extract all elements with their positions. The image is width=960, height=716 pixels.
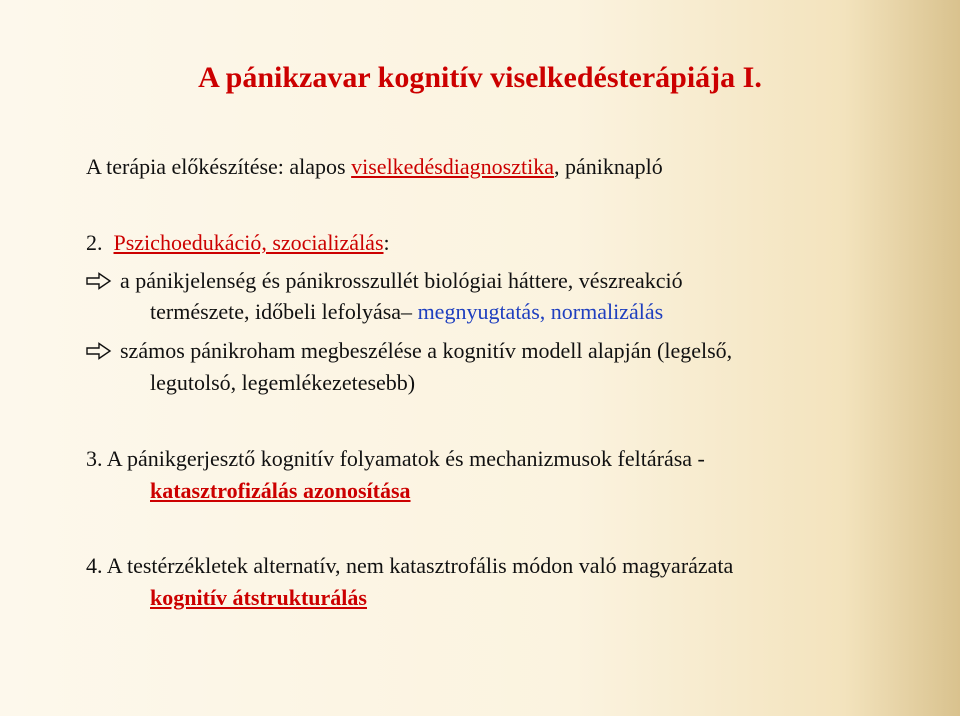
bullet-1-line2 [150,297,663,327]
catastrophizing-link[interactable]: katasztrofizálás azonosítása [150,478,411,503]
bullet-1-line1 [86,266,683,296]
prep-suffix: , pániknapló [553,154,663,179]
item2-heading [86,228,390,258]
hollow-arrow-icon [86,272,112,290]
hollow-arrow-icon [86,342,112,360]
bullet-2-line1 [86,336,732,366]
bullet-1-highlight: megnyugtatás, normalizálás [417,299,664,324]
prep-prefix: A terápia előkészítése: alapos [86,154,352,179]
bullet-2-text1: számos pánikroham megbeszélése a kognitív modell alapján (legelső, [120,338,733,363]
item4-link-line [150,583,367,613]
psychoeducation-link[interactable]: Pszichoedukáció, szocializálás [113,230,384,255]
prep-line [86,152,663,182]
bullet-2-line2: legutolsó, legemlékezetesebb) [150,370,416,395]
item2-number: 2. [86,230,103,255]
bullet-1-text2: természete, időbeli lefolyása– [150,299,418,324]
restructuring-link[interactable]: kognitív átstrukturálás [150,585,367,610]
item3-link-line [150,476,411,506]
item4-line1: 4. A testérzékletek alternatív, nem katasztrofális módon való magyarázata [86,553,734,578]
bullet-1-text1: a pánikjelenség és pánikrosszullét biológiai háttere, vészreakció [120,268,683,293]
diagnostics-link[interactable]: viselkedésdiagnosztika [351,154,554,179]
item2-colon: : [383,230,390,255]
item3-line1: 3. A pánikgerjesztő kognitív folyamatok és mechanizmusok feltárása - [86,446,705,471]
slide-title: A pánikzavar kognitív viselkedésterápiája I. [198,61,762,94]
